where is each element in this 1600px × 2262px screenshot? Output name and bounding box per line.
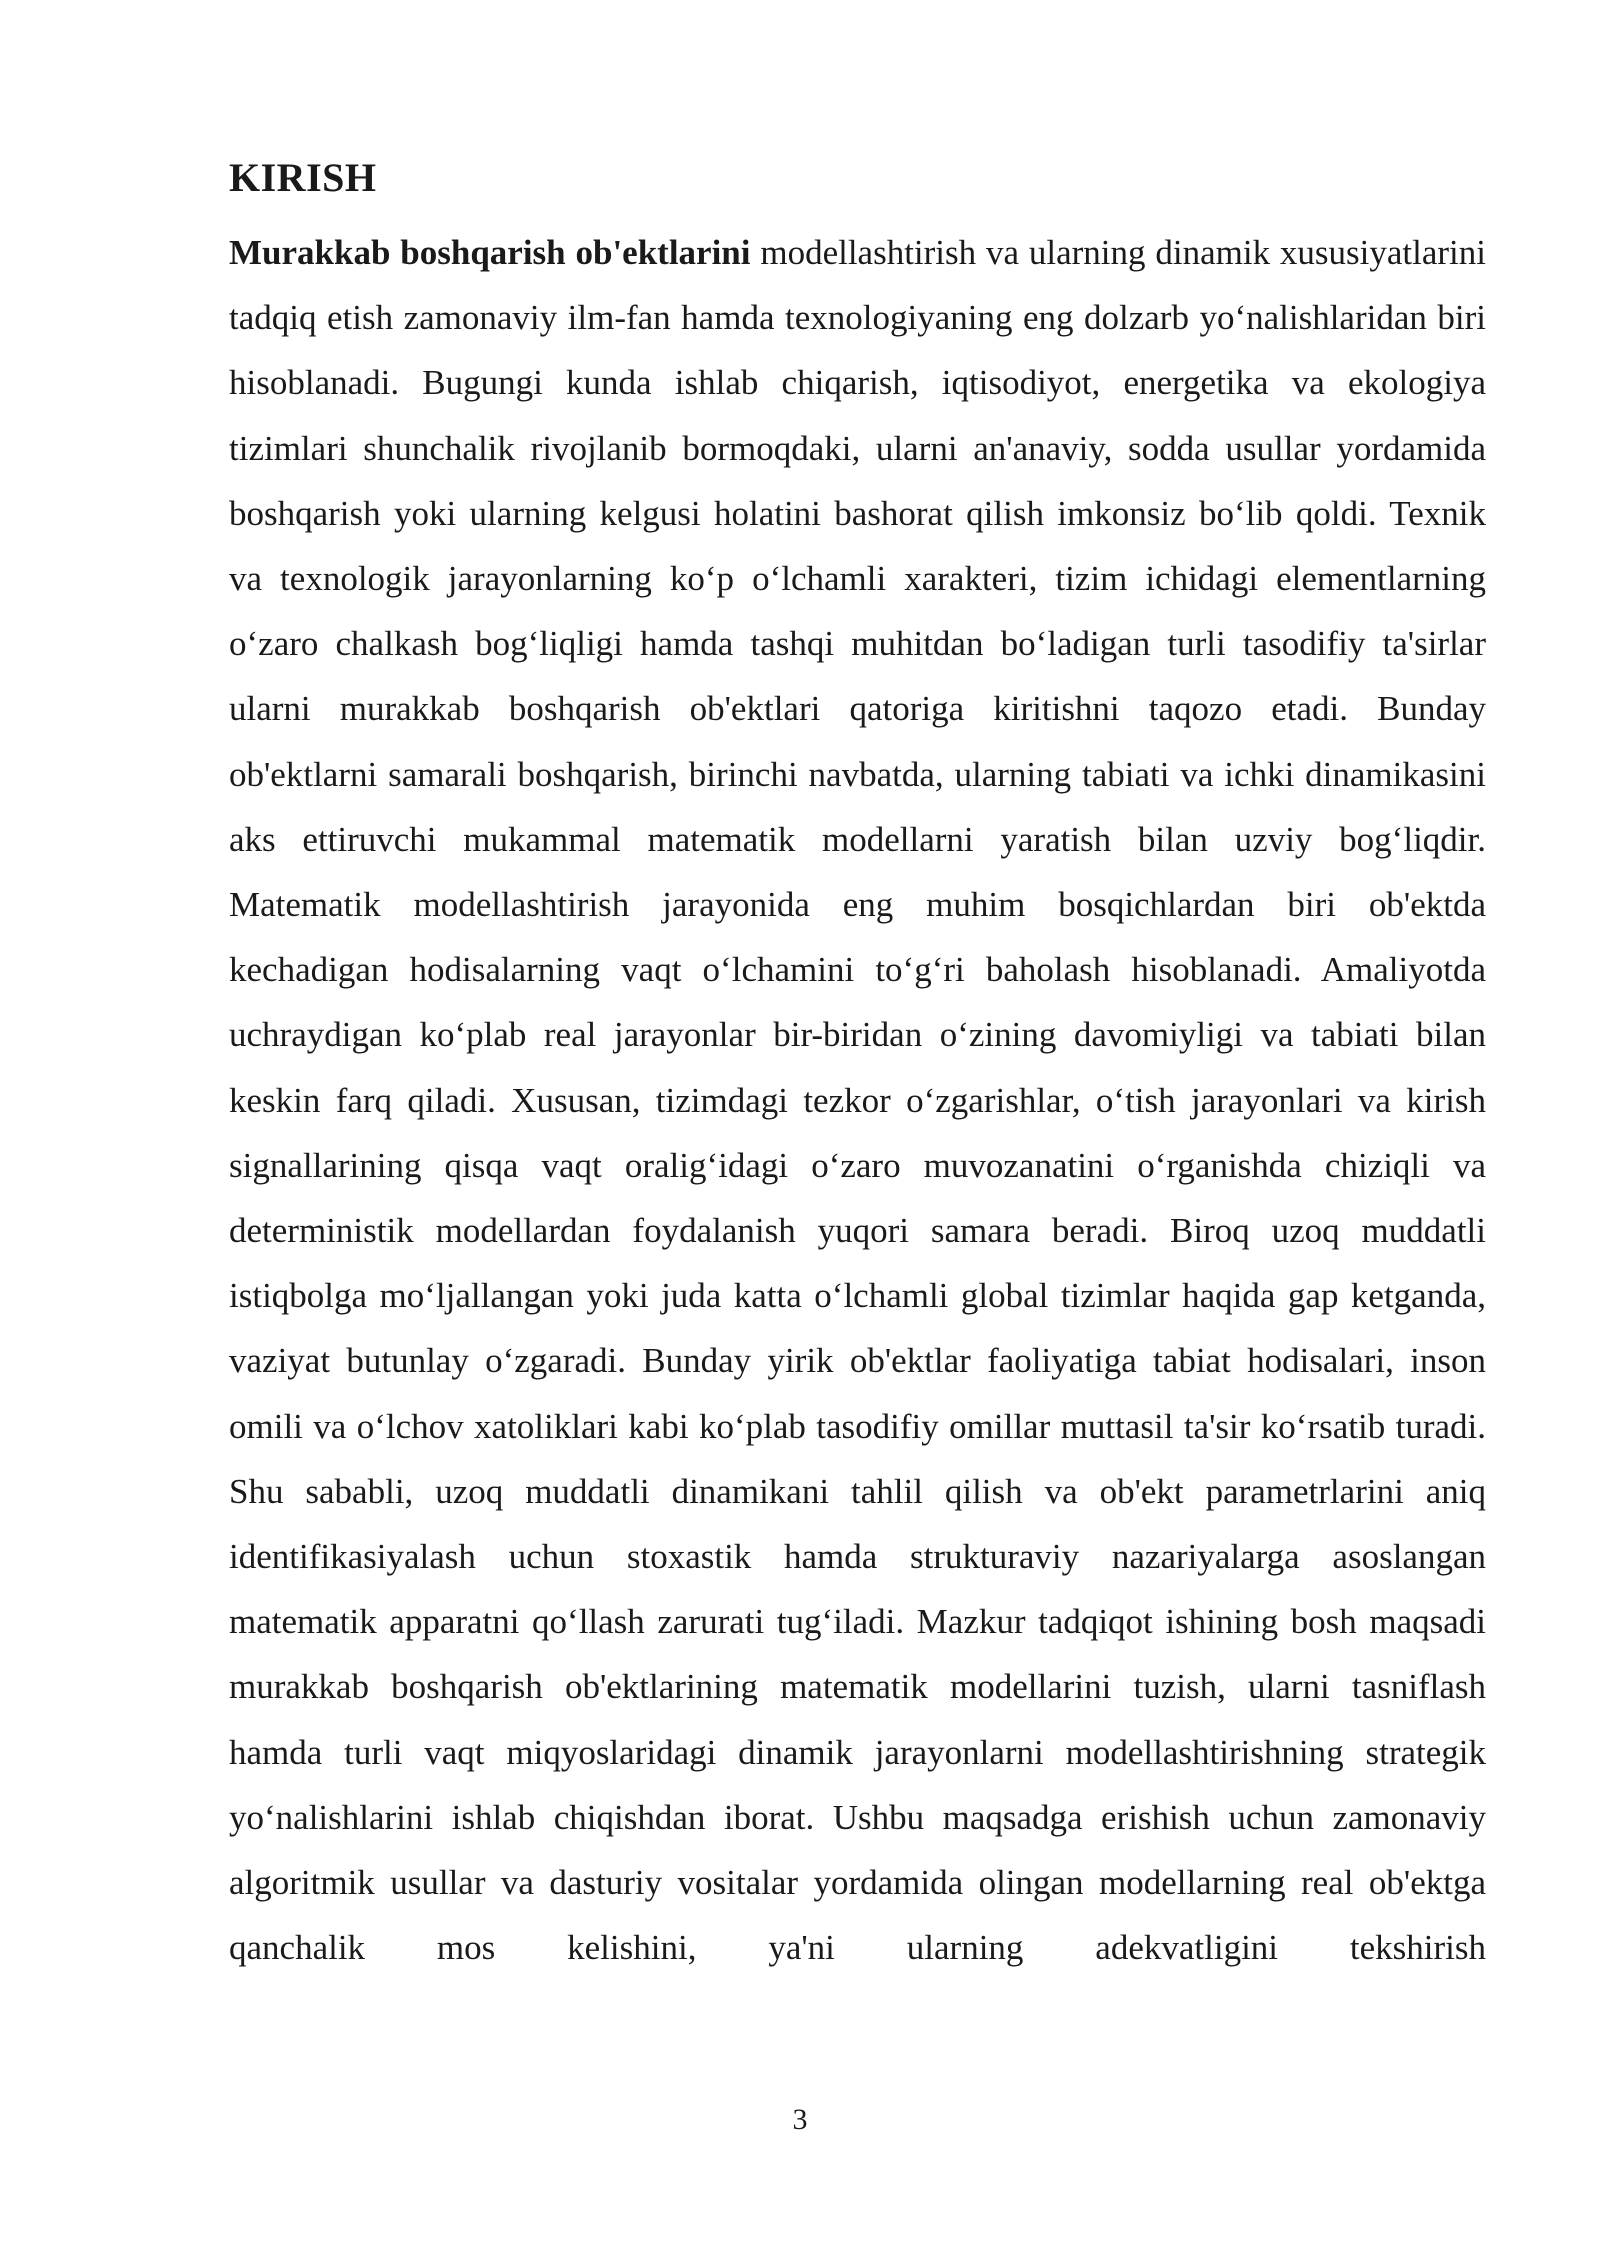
page-content	[229, 150, 1486, 1980]
section-heading: KIRISH	[229, 155, 377, 200]
page-number: 3	[792, 2103, 808, 2136]
body-paragraph	[229, 220, 1486, 1980]
paragraph-lead-bold: Murakkab boshqarish ob'ektlarini	[229, 233, 751, 272]
paragraph-text: modellashtirish va ularning dinamik xususiyatlarini tadqiq etish zamonaviy ilm-fan hamda texnologiyaning eng dolzarb yo‘nalishlaridan biri hisoblanadi. Bugungi kunda ishlab chiqarish, iqtisodiyot, energetika va ekologiya tizimlari shunchalik rivojlanib bormoqdaki, ularni an'anaviy, sodda usullar yordamida boshqarish yoki ularning kelgusi holatini bashorat qilish imkonsiz bo‘lib qoldi. Texnik va texnologik jarayonlarning ko‘p o‘lchamli xarakteri, tizim ichidagi elementlarning o‘zaro chalkash bog‘liqligi hamda tashqi muhitdan bo‘ladigan turli tasodifiy ta'sirlar ularni murakkab boshqarish ob'ektlari qatoriga kiritishni taqozo etadi. Bunday ob'ektlarni samarali boshqarish, birinchi navbatda, ularning tabiati va ichki dinamikasini aks ettiruvchi mukammal matematik modellarni yaratish bilan uzviy bog‘liqdir. Matematik modellashtirish jarayonida eng muhim bosqichlardan biri ob'ektda kechadigan hodisalarning vaqt o‘lchamini to‘g‘ri baholash hisoblanadi. Amaliyotda uchraydigan ko‘plab real jarayonlar bir-biridan o‘zining davomiyligi va tabiati bilan keskin farq qiladi. Xususan, tizimdagi tezkor o‘zgarishlar, o‘tish jarayonlari va kirish signallarining qisqa vaqt oralig‘idagi o‘zaro muvozanatini o‘rganishda chiziqli va deterministik modellardan foydalanish yuqori samara beradi. Biroq uzoq muddatli istiqbolga mo‘ljallangan yoki juda katta o‘lchamli global tizimlar haqida gap ketganda, vaziyat butunlay o‘zgaradi. Bunday yirik ob'ektlar faoliyatiga tabiat hodisalari, inson omili va o‘lchov xatoliklari kabi ko‘plab tasodifiy omillar muttasil ta'sir ko‘rsatib turadi. Shu sababli, uzoq muddatli dinamikani tahlil qilish va ob'ekt parametrlarini aniq identifikasiyalash uchun stoxastik hamda strukturaviy nazariyalarga asoslangan matematik apparatni qo‘llash zarurati tug‘iladi. Mazkur tadqiqot ishining bosh maqsadi murakkab boshqarish ob'ektlarining matematik modellarini tuzish, ularni tasniflash hamda turli vaqt miqyoslaridagi dinamik jarayonlarni modellashtirishning strategik yo‘nalishlarini ishlab chiqishdan iborat. Ushbu maqsadga erishish uchun zamonaviy algoritmik usullar va dasturiy vositalar yordamida olingan modellarning real ob'ektga qanchalik mos kelishini, ya'ni ularning adekvatligini tekshirish	[229, 233, 1486, 1968]
